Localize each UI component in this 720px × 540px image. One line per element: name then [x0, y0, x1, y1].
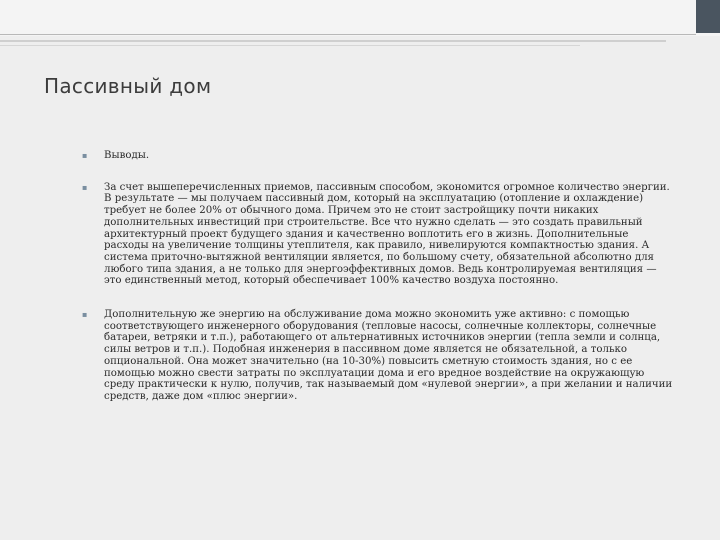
decor-rule: [0, 45, 580, 46]
slide-title: Пассивный дом: [44, 74, 212, 98]
corner-accent-block: [696, 0, 720, 33]
bullet-item: [82, 309, 676, 403]
bullet-item: [82, 182, 676, 287]
top-decor-bar: [0, 0, 720, 36]
decor-rule: [0, 40, 666, 42]
bullet-text: Выводы.: [104, 150, 150, 161]
decor-rule: [0, 34, 696, 35]
bullet-text: Дополнительную же энергию на обслуживание дома можно экономить уже активно: с помощью соответствующего инженерного оборудования (тепловые насосы, солнечные коллекторы, солнечные батареи, ветряки и т.п.), работающего от альтернативных источников энергии (тепла земли и солнца, силы ветров и т.п.). Подобная инженерия в пассивном доме является не обязательной, а только опциональной. Она может значительно (на 10-30%) повысить сметную стоимость здания, но с ее помощью можно свести затраты по эксплуатации дома и его вредное воздействие на окружающую среду практически к нулю, получив, так называемый дом «нулевой энергии», а при желании и наличии средств, даже дом «плюс энергии».: [104, 309, 673, 402]
bullet-list: [82, 150, 676, 403]
bullet-marker-icon: ▪: [82, 310, 88, 320]
bullet-marker-icon: ▪: [82, 182, 88, 192]
bullet-text: За счет вышеперечисленных приемов, пассивным способом, экономится огромное количество энергии. В результате — мы получаем пассивный дом, который на эксплуатацию (отопление и охлаждение) требует не более 20% от обычного дома. Причем это не стоит застройщику почти никаких дополнительных инвестиций при строительстве. Все что нужно сделать — это создать правильный архитектурный проект будущего здания и качественно воплотить его в жизнь. Дополнительные расходы на увеличение толщины утеплителя, как правило, нивелируются компактностью здания. А система приточно-вытяжной вентиляции является, по большому счету, обязательной абсолютно для любого типа здания, а не только для энергоэффективных домов. Ведь контролируемая вентиляция — это единственный метод, который обеспечивает 100% качество воздуха постоянно.: [104, 181, 670, 287]
bullet-marker-icon: ▪: [82, 151, 88, 160]
bullet-item: [82, 150, 676, 162]
